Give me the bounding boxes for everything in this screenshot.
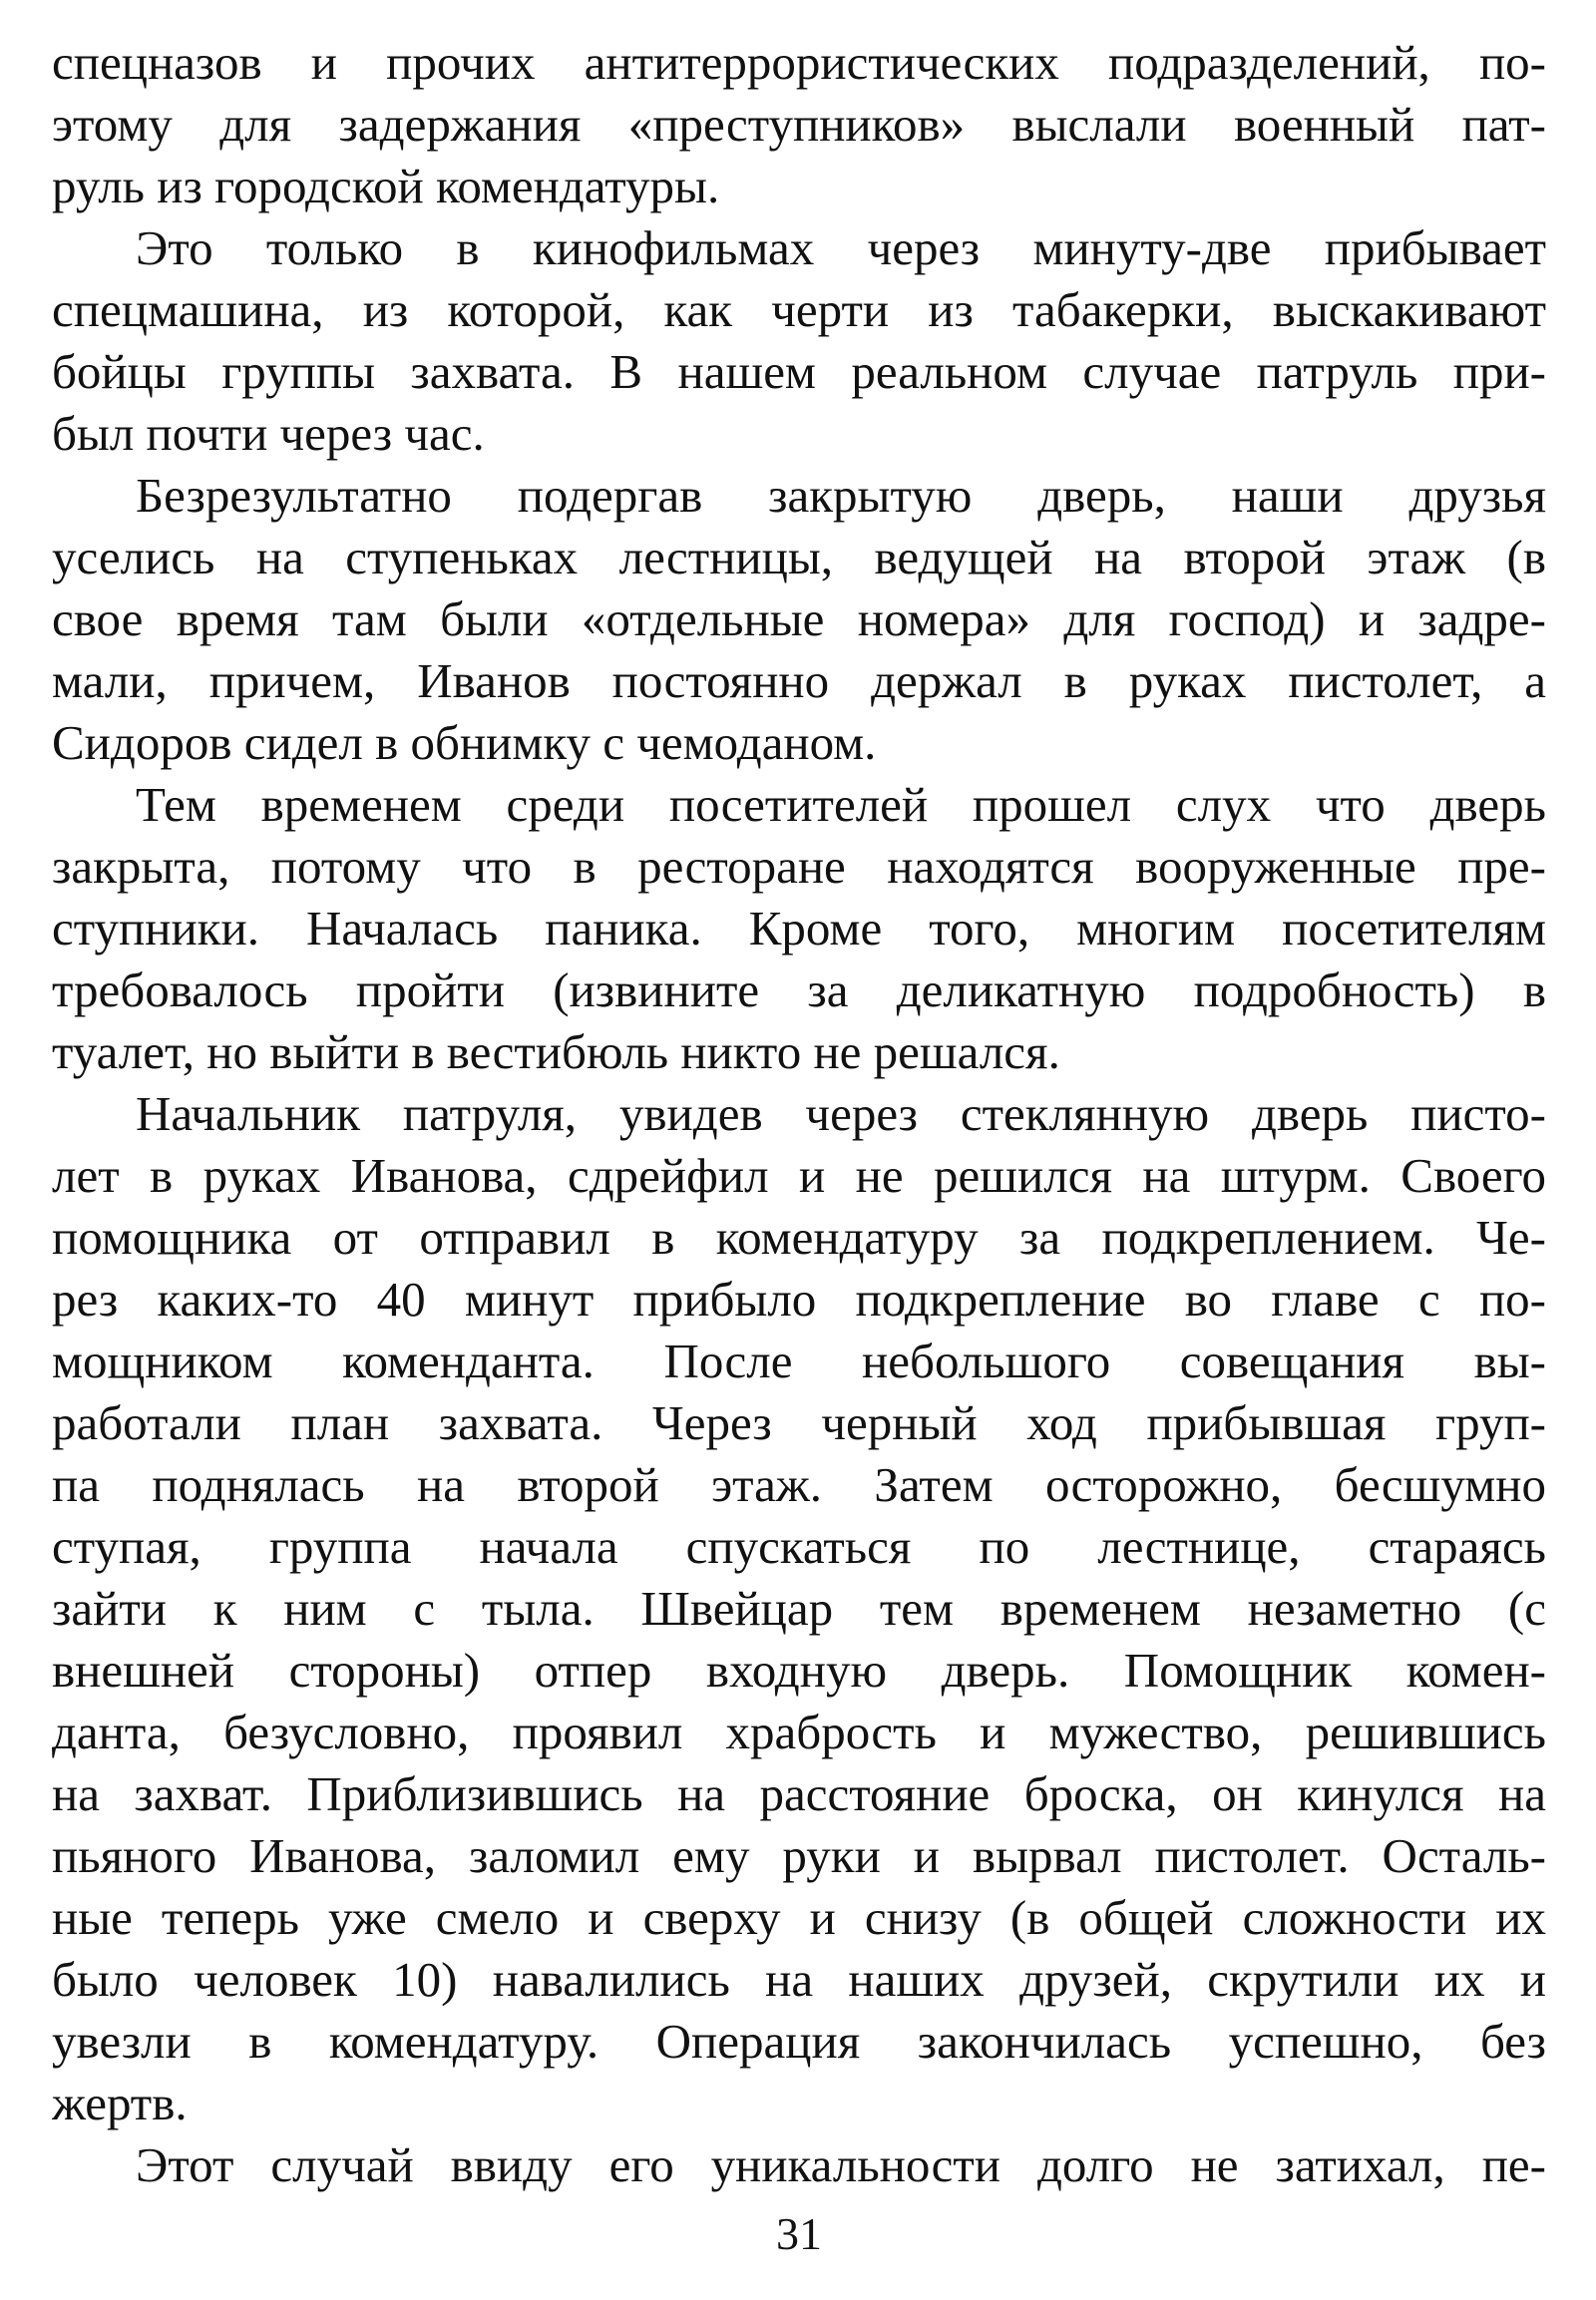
text-line-10: свое время там были «отдельные номера» для господ) и задре- [52, 591, 1546, 646]
text-line-1: спецназов и прочих антитеррористических подразделений, по- [52, 35, 1546, 90]
text-line-35: Этот случай ввиду его уникальности долго не затихал, пе- [136, 2137, 1546, 2192]
text-line-13: Тем временем среди посетителей прошел слух что дверь [136, 777, 1546, 832]
text-line-18: Начальник патруля, увидев через стеклянную дверь писто- [136, 1086, 1546, 1141]
text-line-34: жертв. [52, 2076, 188, 2130]
text-line-20: помощника от отправил в комендатуру за подкреплением. Че- [52, 1210, 1546, 1265]
text-line-23: работали план захвата. Через черный ход прибывшая груп- [52, 1395, 1546, 1450]
text-line-33: увезли в комендатуру. Операция закончилась успешно, без [52, 2014, 1546, 2069]
text-line-14: закрыта, потому что в ресторане находятся вооруженные пре- [52, 839, 1546, 894]
text-line-31: ные теперь уже смело и сверху и снизу (в общей сложности их [52, 1890, 1546, 1945]
text-line-2: этому для задержания «преступников» выслали военный пат- [52, 97, 1546, 152]
text-line-29: на захват. Приблизившись на расстояние броска, он кинулся на [52, 1766, 1546, 1821]
text-line-5: спецмашина, из которой, как черти из табакерки, выскакивают [52, 282, 1546, 337]
text-line-30: пьяного Иванова, заломил ему руки и вырвал пистолет. Осталь- [52, 1828, 1546, 1883]
text-line-6: бойцы группы захвата. В нашем реальном случае патруль при- [52, 344, 1546, 399]
text-line-7: был почти через час. [52, 406, 485, 461]
text-line-3: руль из городской комендатуры. [52, 159, 720, 213]
text-line-24: па поднялась на второй этаж. Затем осторожно, бесшумно [52, 1457, 1546, 1512]
text-line-9: уселись на ступеньках лестницы, ведущей на второй этаж (в [52, 530, 1546, 584]
page-number: 31 [776, 2208, 822, 2259]
text-line-25: ступая, группа начала спускаться по лестнице, стараясь [52, 1519, 1546, 1574]
text-line-12: Сидоров сидел в обнимку с чемоданом. [52, 715, 877, 770]
book-page [52, 30, 1546, 2270]
text-line-28: данта, безусловно, проявил храбрость и мужество, решившись [52, 1705, 1546, 1759]
text-line-16: требовалось пройти (извините за деликатную подробность) в [52, 962, 1546, 1017]
text-line-32: было человек 10) навалились на наших друзей, скрутили их и [52, 1952, 1546, 2007]
text-line-8: Безрезультатно подергав закрытую дверь, наши друзья [136, 468, 1546, 523]
text-line-4: Это только в кинофильмах через минуту-две прибывает [136, 220, 1546, 275]
text-line-15: ступники. Началась паника. Кроме того, многим посетителям [52, 901, 1546, 956]
text-line-26: зайти к ним с тыла. Швейцар тем временем незаметно (с [52, 1581, 1546, 1636]
text-line-27: внешней стороны) отпер входную дверь. Помощник комен- [52, 1643, 1546, 1698]
text-line-19: лет в руках Иванова, сдрейфил и не решился на штурм. Своего [52, 1148, 1546, 1203]
text-line-11: мали, причем, Иванов постоянно держал в руках пистолет, а [52, 653, 1546, 708]
text-line-22: мощником коменданта. После небольшого совещания вы- [52, 1334, 1546, 1388]
text-line-17: туалет, но выйти в вестибюль никто не решался. [52, 1024, 1060, 1079]
text-line-21: рез каких-то 40 минут прибыло подкрепление во главе с по- [52, 1272, 1546, 1327]
